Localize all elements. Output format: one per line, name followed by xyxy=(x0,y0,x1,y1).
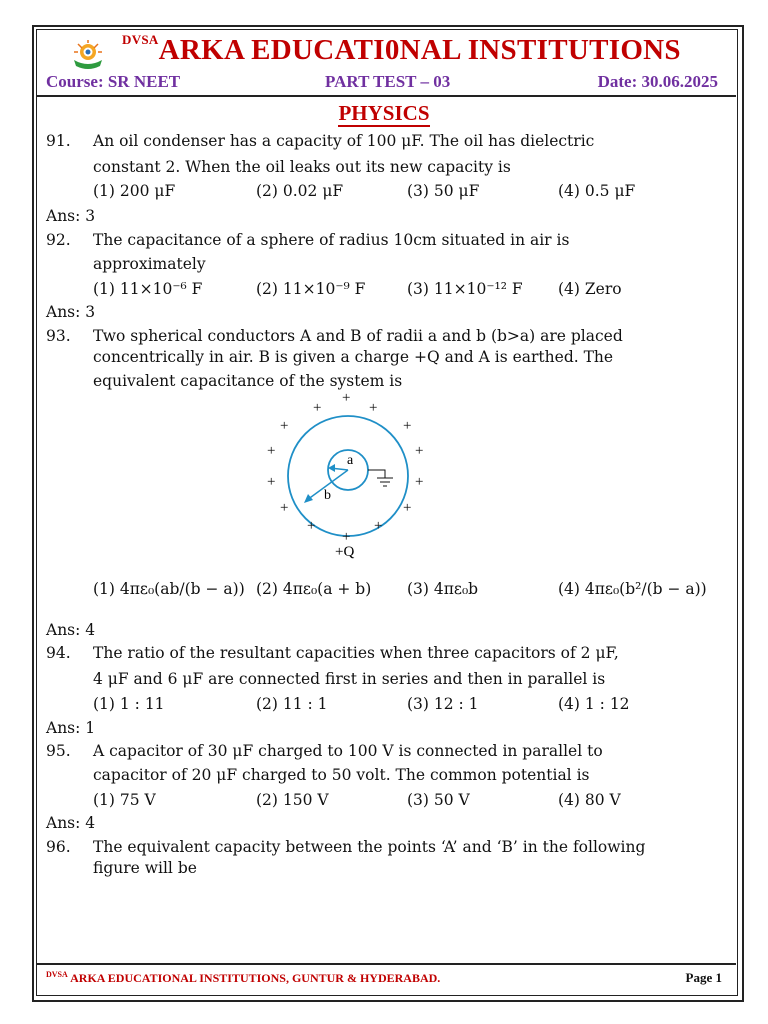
option: (1) 4πε₀(ab/(b − a)) xyxy=(93,580,245,598)
plus-sign: + xyxy=(374,518,383,534)
answer: Ans: 4 xyxy=(46,814,96,832)
option: (2) 11×10⁻⁹ F xyxy=(256,280,366,298)
question-number: 93. xyxy=(46,327,71,345)
footer-text: ARKA EDUCATIONAL INSTITUTIONS, GUNTUR & HYDERABAD. xyxy=(70,971,441,985)
footer xyxy=(46,970,722,988)
plus-sign: + xyxy=(267,443,276,459)
course-label: Course: SR NEET xyxy=(46,72,181,91)
question-text-line: Two spherical conductors A and B of radii a and b (b>a) are placed xyxy=(93,327,623,345)
plus-sign: + xyxy=(403,500,412,516)
brand-name: ARKA EDUCATI0NAL INSTITUTIONS xyxy=(158,34,681,66)
answer: Ans: 3 xyxy=(46,303,96,321)
header xyxy=(36,32,736,76)
question-text-line: A capacitor of 30 μF charged to 100 V is connected in parallel to xyxy=(93,742,603,760)
footer-divider xyxy=(36,963,736,965)
brand-prefix: DVSA xyxy=(122,32,159,48)
question-text-line: The capacitance of a sphere of radius 10cm situated in air is xyxy=(93,231,570,249)
option: (3) 50 μF xyxy=(407,182,480,200)
option: (1) 11×10⁻⁶ F xyxy=(93,280,203,298)
answer: Ans: 4 xyxy=(46,621,96,639)
answer: Ans: 1 xyxy=(46,719,96,737)
plus-sign: + xyxy=(403,418,412,434)
subject-title xyxy=(0,101,768,126)
question-text-line: constant 2. When the oil leaks out its new capacity is xyxy=(93,158,511,176)
header-divider xyxy=(36,95,736,97)
question-text-line: The ratio of the resultant capacities when three capacitors of 2 μF, xyxy=(93,644,619,662)
plus-sign: + xyxy=(267,474,276,490)
question-number: 95. xyxy=(46,742,71,760)
question-text-line: approximately xyxy=(93,255,206,273)
option: (3) 4πε₀b xyxy=(407,580,479,598)
option: (2) 4πε₀(a + b) xyxy=(256,580,372,598)
footer-institution xyxy=(46,970,440,986)
question-text-line: The equivalent capacity between the points ‘A’ and ‘B’ in the following xyxy=(93,838,646,856)
label-b: b xyxy=(324,488,331,503)
question-number: 92. xyxy=(46,231,71,249)
option: (4) 0.5 μF xyxy=(558,182,636,200)
test-label: PART TEST – 03 xyxy=(325,72,451,91)
question-text-line: equivalent capacitance of the system is xyxy=(93,372,403,390)
charge-signs xyxy=(267,390,423,545)
radius-b-arrowhead xyxy=(304,494,313,503)
concentric-spheres-figure xyxy=(255,388,445,563)
plus-sign: + xyxy=(342,529,351,545)
sub-header xyxy=(46,72,718,94)
option: (4) 80 V xyxy=(558,791,621,809)
label-a: a xyxy=(347,453,354,468)
plus-sign: + xyxy=(307,518,316,534)
earth-wire xyxy=(368,470,385,478)
option: (4) 4πε₀(b²/(b − a)) xyxy=(558,580,707,598)
institution-logo xyxy=(70,38,106,72)
question-text-line: concentrically in air. B is given a charge +Q and A is earthed. The xyxy=(93,348,614,366)
footer-prefix: DVSA xyxy=(46,970,68,979)
question-text-line: 4 μF and 6 μF are connected first in series and then in parallel is xyxy=(93,670,606,688)
plus-sign: + xyxy=(369,400,378,416)
plus-sign: + xyxy=(342,390,351,406)
brand-title xyxy=(122,34,681,67)
plus-sign: + xyxy=(280,418,289,434)
option: (4) Zero xyxy=(558,280,622,298)
plus-sign: + xyxy=(280,500,289,516)
answer: Ans: 3 xyxy=(46,207,96,225)
page-number: Page 1 xyxy=(685,970,722,985)
question-number: 96. xyxy=(46,838,71,856)
plus-sign: + xyxy=(415,474,424,490)
option: (3) 11×10⁻¹² F xyxy=(407,280,523,298)
option: (1) 200 μF xyxy=(93,182,176,200)
plus-sign: + xyxy=(415,443,424,459)
option: (4) 1 : 12 xyxy=(558,695,630,713)
question-number: 91. xyxy=(46,132,71,150)
option: (2) 150 V xyxy=(256,791,329,809)
option: (3) 50 V xyxy=(407,791,470,809)
option: (1) 1 : 11 xyxy=(93,695,165,713)
option: (2) 11 : 1 xyxy=(256,695,328,713)
outer-sphere xyxy=(288,416,408,536)
option: (2) 0.02 μF xyxy=(256,182,344,200)
question-text-line: An oil condenser has a capacity of 100 μF. The oil has dielectric xyxy=(93,132,595,150)
question-number: 94. xyxy=(46,644,71,662)
question-text-line: capacitor of 20 μF charged to 50 volt. The common potential is xyxy=(93,766,590,784)
plus-sign: + xyxy=(313,400,322,416)
subject-text: PHYSICS xyxy=(338,101,430,125)
question-text-line: figure will be xyxy=(93,859,197,877)
option: (3) 12 : 1 xyxy=(407,695,479,713)
charge-label: +Q xyxy=(335,544,355,560)
option: (1) 75 V xyxy=(93,791,156,809)
date-label: Date: 30.06.2025 xyxy=(597,72,718,91)
